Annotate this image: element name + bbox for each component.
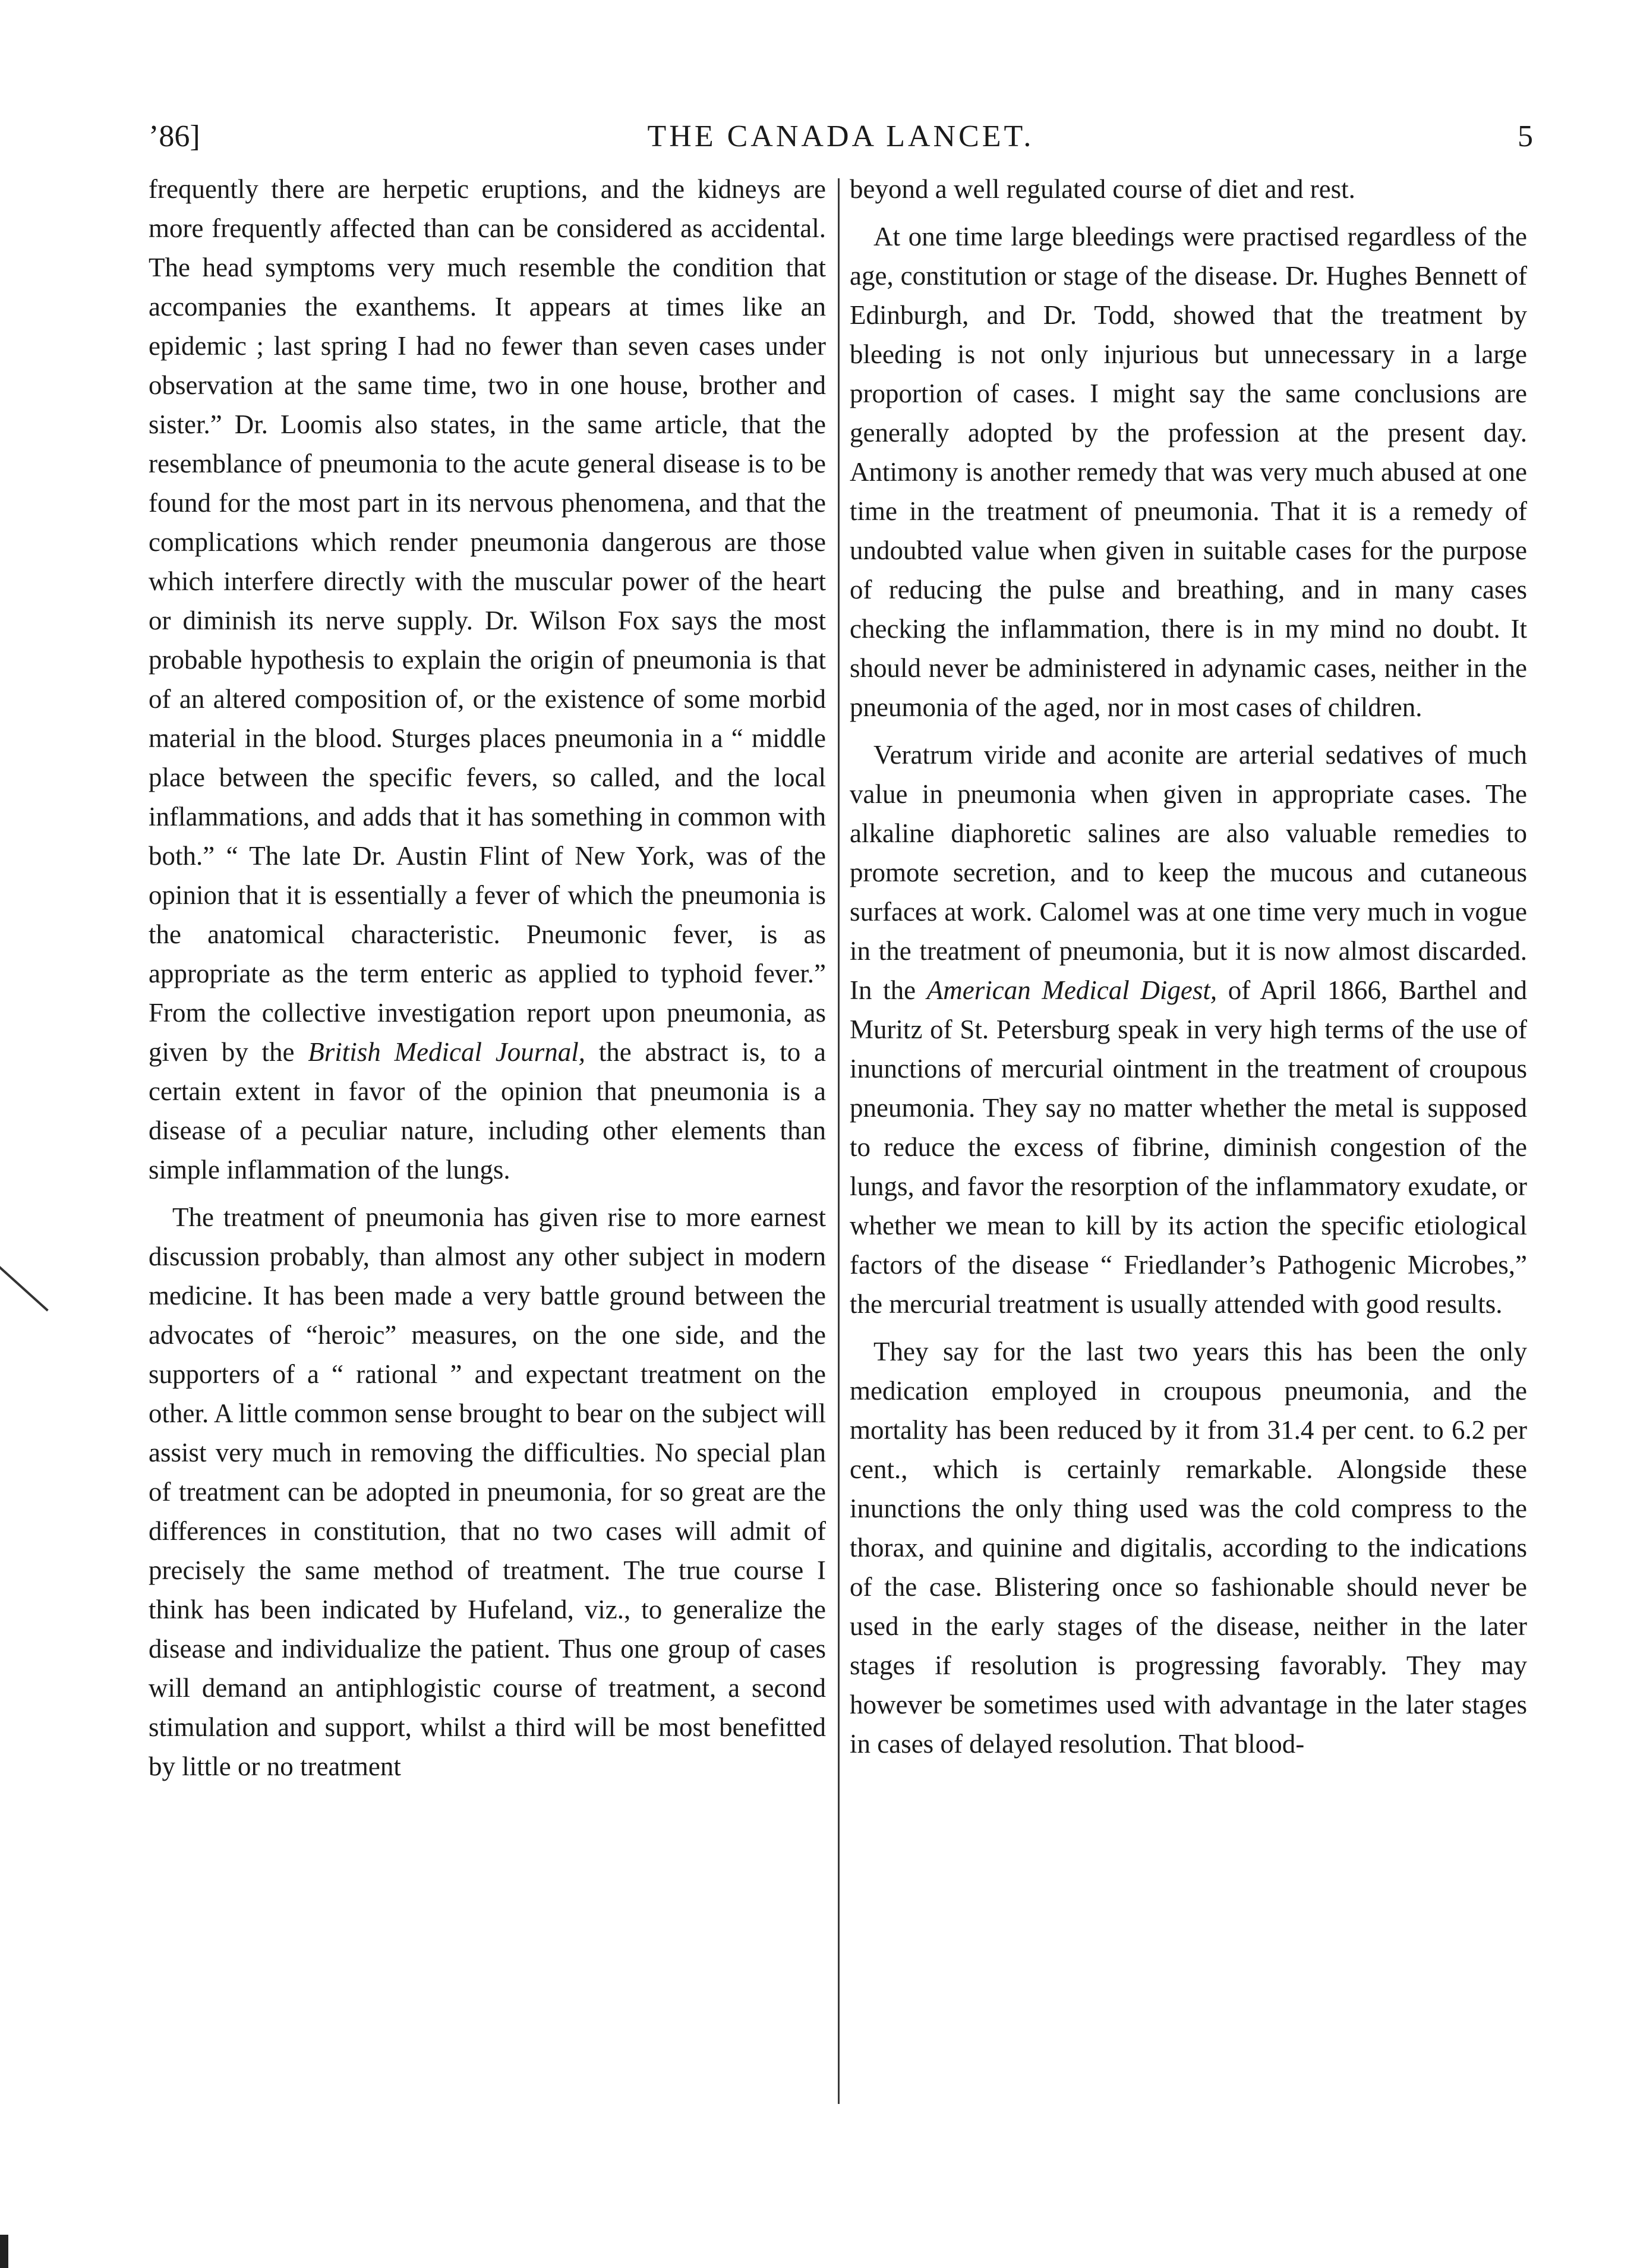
left-paragraph-1-end: the abstract is, to a certain extent in favor of the opinion that pneumonia is a disease of a peculiar nature, including other elements than simple inflammation of the lungs. xyxy=(149,1037,827,1185)
right-paragraph-1: beyond a well regulated course of diet and rest. xyxy=(850,174,1355,204)
left-paragraph-1 xyxy=(149,169,826,1189)
right-paragraph-3-end: of April 1866, Barthel and Muritz of St. Petersburg speak in very high terms of the use of inunctions of mercurial ointment in the treatment of croupous pneumonia. They say no matter whether the metal is supposed to reduce the excess of fibrine, diminish congestion of the lungs, and favor the resorption of the inflammatory exudate, or whether we mean to kill by its action the specific etiological factors of the disease “ Friedlander’s Pathogenic Microbes,” the mercurial treatment is usually attended with good results. xyxy=(850,975,1528,1319)
running-header xyxy=(149,119,1533,166)
header-year: ’86] xyxy=(149,119,200,153)
right-paragraph-2: At one time large bleedings were practised regardless of the age, constitution or stage of the disease. Dr. Hughes Bennett of Edinburgh, and Dr. Todd, showed that the treatment by bleeding is not only injurious but unnecessary in a large proportion of cases. I might say the same conclusions are generally adopted by the profession at the present day. Antimony is another remedy that was very much abused at one time in the treatment of pneumonia. That it is a remedy of undoubted value when given in suitable cases for the purpose of reducing the pulse and breathing, and in many cases checking the inflammation, there is in my mind no doubt. It should never be administered in adynamic cases, neither in the pneumonia of the aged, nor in most cases of children. xyxy=(850,222,1527,722)
page-number: 5 xyxy=(1518,119,1533,153)
column-divider xyxy=(838,178,840,2104)
right-paragraph-3-text: Veratrum viride and aconite are arterial sedatives of much value in pneumonia when given in appropriate cases. The alkaline diaphoretic salines are also valuable remedies to promote secretion, and to keep the mucous and cutaneous surfaces at work. Calomel was at one time very much in vogue in the treatment of pneumonia, but it is now almost discarded. In the xyxy=(850,740,1527,1005)
right-journal-citation: American Medical Digest, xyxy=(926,975,1218,1005)
left-column xyxy=(149,169,826,1786)
right-paragraph-3 xyxy=(850,735,1527,1324)
journal-title: THE CANADA LANCET. xyxy=(647,119,1034,153)
margin-pen-mark xyxy=(0,1266,49,1312)
right-paragraph-4: They say for the last two years this has been the only medication employed in croupous pneumonia, and the mortality has been reduced by it from 31.4 per cent. to 6.2 per cent., which is certainly remarkable. Alongside these inunctions the only thing used was the cold compress to the thorax, and quinine and digitalis, according to the indications of the case. Blistering once so fashionable should never be used in the early stages of the disease, neither in the later stages if resolution is progressing favorably. They may however be sometimes used with advantage in the later stages in cases of delayed resolution. That blood- xyxy=(850,1337,1527,1759)
right-column xyxy=(850,169,1527,1763)
left-paragraph-2: The treatment of pneumonia has given rise to more earnest discussion probably, than almost any other subject in modern medicine. It has been made a very battle ground between the advocates of “heroic” measures, on the one side, and the supporters of a “ rational ” and expectant treatment on the other. A little common sense brought to bear on the subject will assist very much in removing the difficulties. No special plan of treatment can be adopted in pneumonia, for so great are the differences in constitution, that no two cases will admit of precisely the same method of treatment. The true course I think has been indicated by Hufeland, viz., to generalize the disease and individualize the patient. Thus one group of cases will demand an antiphlogistic course of treatment, a second stimulation and support, whilst a third will be most benefitted by little or no treatment xyxy=(149,1202,826,1781)
scan-edge-mark xyxy=(0,2235,8,2268)
left-journal-citation: British Medical Journal, xyxy=(308,1037,586,1067)
left-paragraph-1-text: frequently there are herpetic eruptions, and the kidneys are more frequently affected than can be considered as accidental. The head symptoms very much resemble the condition that accompanies the exanthems. It appears at times like an epidemic ; last spring I had no fewer than seven cases under observation at the same time, two in one house, brother and sister.” Dr. Loomis also states, in the same article, that the resemblance of pneumonia to the acute general disease is to be found for the most part in its nervous phenomena, and that the complications which render pneumonia dangerous are those which interfere directly with the muscular power of the heart or diminish its nerve supply. Dr. Wilson Fox says the most probable hypothesis to explain the origin of pneumonia is that of an altered composition of, or the existence of some morbid material in the blood. Sturges places pneumonia in a “ middle place between the specific fevers, so called, and the local inflammations, and adds that it has something in common with both.” “ The late Dr. Austin Flint of New York, was of the opinion that it is essentially a fever of which the pneumonia is the anatomical characteristic. Pneumonic fever, is as appropriate as the term enteric as applied to typhoid fever.” From the collective investigation report upon pneumonia, as given by the xyxy=(149,174,826,1067)
